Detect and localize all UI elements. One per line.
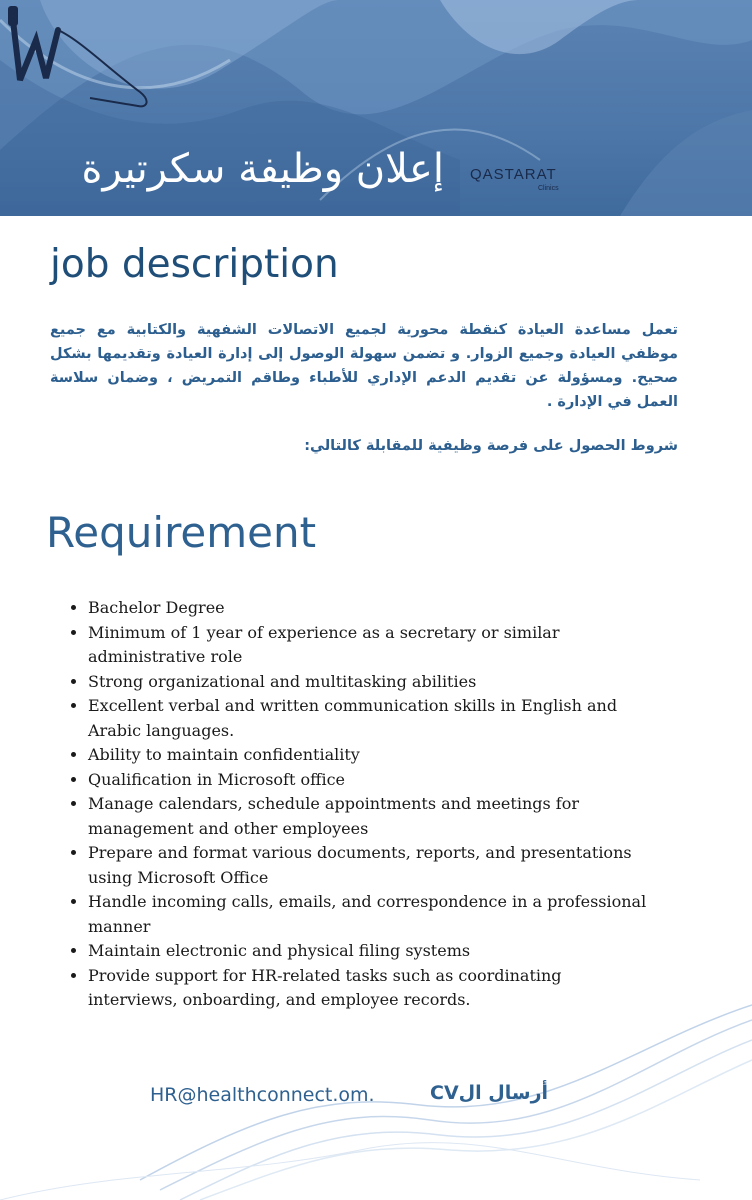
requirement-list <box>70 596 648 1013</box>
requirement-item: • Handle incoming calls, emails, and correspondence in a professional manner <box>88 890 648 939</box>
footer-wave-decoration <box>0 1000 752 1200</box>
job-description-heading: job description <box>50 242 339 287</box>
requirement-item: • Provide support for HR-related tasks such as coordinating interviews, onboarding, and employee records. <box>88 964 648 1013</box>
requirement-item: • Qualification in Microsoft office <box>88 768 648 793</box>
requirement-item: • Prepare and format various documents, reports, and presentations using Microsoft Office <box>88 841 648 890</box>
logo-text: QASTARAT <box>470 166 557 183</box>
requirement-item: • Maintain electronic and physical filing systems <box>88 939 648 964</box>
requirement-item: • Manage calendars, schedule appointments and meetings for management and other employees <box>88 792 648 841</box>
requirement-item: • Excellent verbal and written communication skills in English and Arabic languages. <box>88 694 648 743</box>
requirement-item: • Bachelor Degree <box>88 596 648 621</box>
header-banner <box>0 0 752 216</box>
logo-subtext: Clinics <box>538 185 559 192</box>
banner-title: إعلان وظيفة سكرتيرة <box>81 146 444 192</box>
hr-email-link[interactable]: HR@healthconnect.om. <box>150 1084 375 1106</box>
send-cv-label: أرسال الCV <box>430 1082 549 1104</box>
requirement-item: • Strong organizational and multitasking abilities <box>88 670 648 695</box>
requirement-item: • Minimum of 1 year of experience as a secretary or similar administrative role <box>88 621 648 670</box>
job-description-text: تعمل مساعدة العيادة كنقطة محورية لجميع الاتصالات الشفهية والكتابية مع جميع موظفي العيادة وجميع الزوار. و تضمن سهولة الوصول إلى إدارة العيادة وتقديمها بشكل صحيح. ومسؤولة عن تقديم الدعم الإداري للأطباء وطاقم التمريض ، وضمان سلاسة العمل في الإدارة . <box>50 322 678 410</box>
requirement-heading: Requirement <box>46 508 317 557</box>
requirement-item: • Ability to maintain confidentiality <box>88 743 648 768</box>
logo-icon <box>0 0 160 130</box>
interview-conditions-text: شروط الحصول على فرصة وظيفية للمقابلة كالتالي: <box>304 438 678 454</box>
